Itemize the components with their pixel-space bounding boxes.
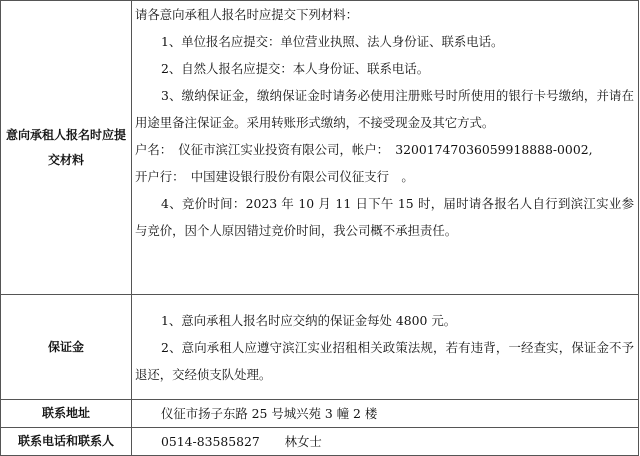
- row-label-materials: 意向承租人报名时应提交材料: [1, 1, 132, 295]
- table-row: [1, 400, 639, 428]
- account-name-line: 户名： 仪征市滨江实业投资有限公司，帐户： 32001747036059918888-0002,: [135, 142, 593, 157]
- deposit-item-2: 2、意向承租人应遵守滨江实业招租相关政策法规，若有违背，一经查实，保证金不予退还，交经侦支队处理。: [135, 339, 634, 382]
- materials-intro: 请各意向承租人报名时应提交下列材料：: [135, 7, 359, 22]
- table-row: [1, 1, 639, 295]
- table-row: [1, 295, 639, 400]
- deposit-item-1: 1、意向承租人报名时应交纳的保证金每处 4800 元。: [161, 312, 457, 328]
- address-value: 仪征市扬子东路 25 号城兴苑 3 幢 2 楼: [132, 400, 639, 428]
- row-label-contact: 联系电话和联系人: [1, 428, 132, 456]
- bank-line: 开户行： 中国建设银行股份有限公司仪征支行 。: [135, 169, 414, 184]
- row-label-address: 联系地址: [1, 400, 132, 428]
- table-row: [1, 428, 639, 456]
- row-label-deposit: 保证金: [1, 295, 132, 400]
- deposit-content: [132, 295, 639, 400]
- materials-item-4: 4、竞价时间：2023 年 10 月 11 日下午 15 时，届时请各报名人自行到滨江实业参与竞价，因个人原因错过竞价时间，我公司概不承担责任。: [135, 196, 634, 238]
- contact-value: 0514-83585827 林女士: [132, 428, 639, 456]
- materials-item-1: 1、单位报名应提交：单位营业执照、法人身份证、联系电话。: [161, 34, 504, 49]
- materials-content: [132, 1, 639, 295]
- materials-item-3: 3、缴纳保证金，缴纳保证金时请务必使用注册账号时所使用的银行卡号缴纳，并请在用途里备注保证金。采用转账形式缴纳，不接受现金及其它方式。: [135, 88, 634, 130]
- materials-item-2: 2、自然人报名应提交：本人身份证、联系电话。: [161, 61, 430, 76]
